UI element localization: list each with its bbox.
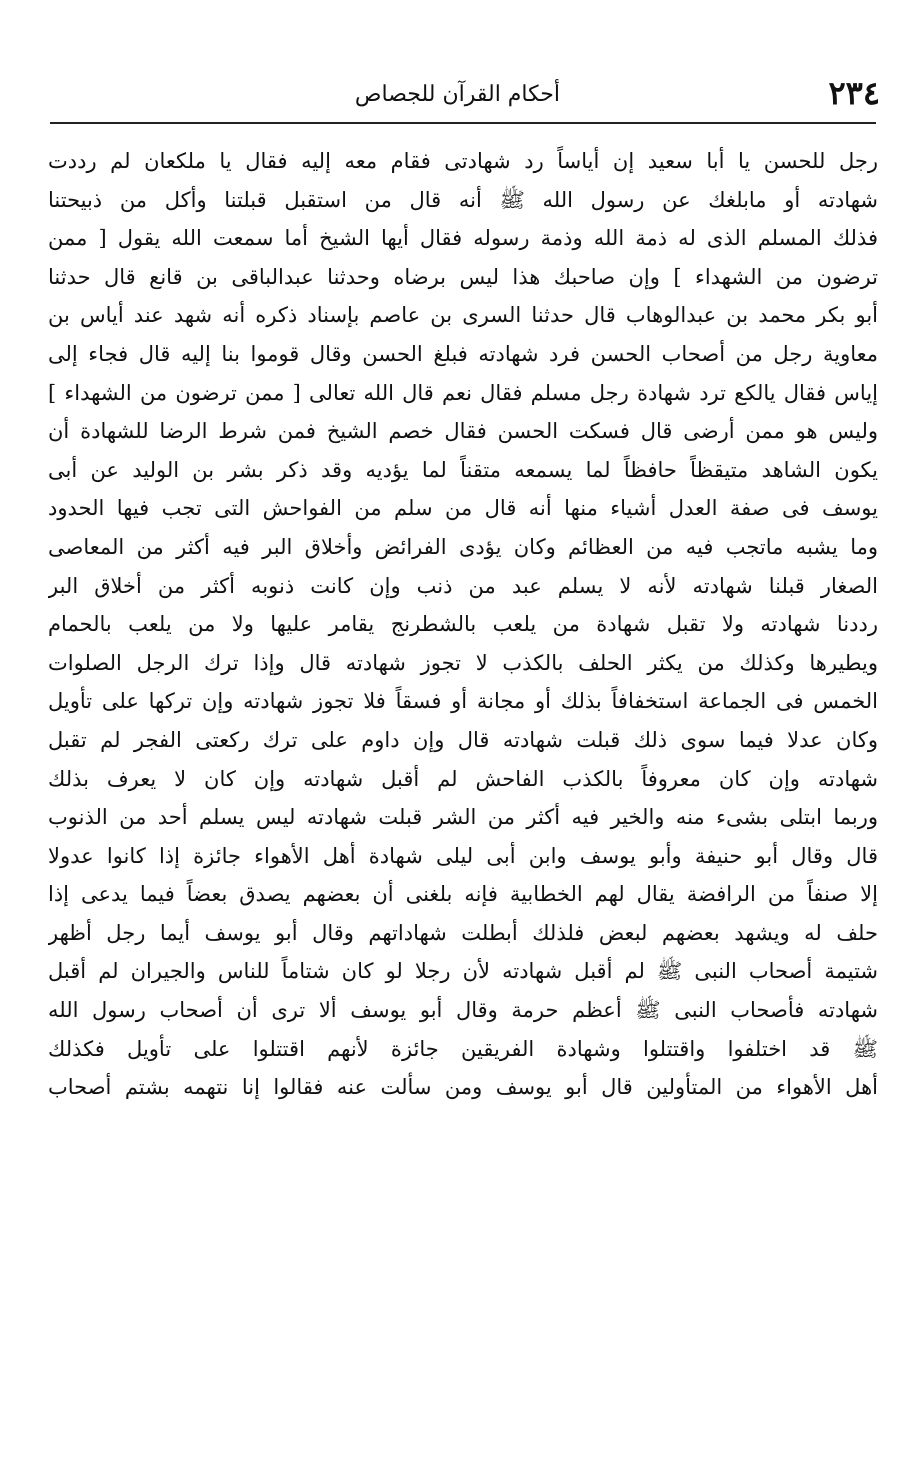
text-line: إياس فقال يالكع ترد شهادة رجل مسلم فقال نعم قال الله تعالى [ ممن ترضون من الشهداء ] bbox=[48, 380, 878, 405]
page-number: ٢٣٤ bbox=[828, 74, 880, 112]
text-line: شهادته أو مابلغك عن رسول الله ﷺ أنه قال من استقبل قبلتنا وأكل من ذبيحتنا bbox=[48, 187, 878, 212]
text-line: رجل للحسن يا أبا سعيد إن أياساً رد شهادتى فقام معه إليه فقال يا ملكعان لم رددت bbox=[48, 149, 878, 173]
header-rule bbox=[50, 122, 876, 124]
text-line: وربما ابتلى بشىء منه والخير فيه أكثر من الشر قبلت شهادته ليس يسلم أحد من الذنوب bbox=[48, 805, 878, 830]
text-line: يوسف فى صفة العدل أشياء منها أنه قال من سلم من الفواحش التى تجب فيها الحدود bbox=[48, 496, 878, 521]
text-line: ويطيرها وكذلك من يكثر الحلف بالكذب لا تجوز شهادته قال وإذا ترك الرجل الصلوات bbox=[48, 650, 878, 675]
text-line: وما يشبه ماتجب فيه من العظائم وكان يؤدى الفرائض وأخلاق البر فيه أكثر من المعاصى bbox=[48, 534, 878, 559]
text-line: فذلك المسلم الذى له ذمة الله وذمة رسوله فقال أيها الشيخ أما سمعت الله يقول [ ممن bbox=[48, 226, 878, 251]
text-line: شهادته فأصحاب النبى ﷺ أعظم حرمة وقال أبو يوسف ألا ترى أن أصحاب رسول الله bbox=[48, 998, 878, 1023]
text-line: أهل الأهواء من المتأولين قال أبو يوسف ومن سألت عنه فقالوا إنا نتهمه بشتم أصحاب bbox=[48, 1075, 878, 1100]
text-line: شتيمة أصحاب النبى ﷺ لم أقبل شهادته لأن رجلا لو كان شتاماً للناس والجيران لم أقبل bbox=[48, 959, 878, 984]
text-line: حلف له ويشهد بعضهم لبعض فلذلك أبطلت شهاداتهم وقال أبو يوسف أيما رجل أظهر bbox=[48, 920, 878, 945]
text-line: أبو بكر محمد بن عبدالوهاب قال حدثنا السرى بن عاصم بإسناد ذكره أنه شهد عند أياس بن bbox=[48, 303, 878, 328]
page-header bbox=[50, 74, 880, 114]
text-line: رددنا شهادته ولا تقبل شهادة من يلعب بالشطرنج يقامر عليها ولا من يلعب بالحمام bbox=[48, 612, 878, 637]
text-line: الخمس فى الجماعة استخفافاً بذلك أو مجانة أو فسقاً فلا تجوز شهادته وإن تركها على تأويل bbox=[48, 689, 878, 714]
running-title: أحكام القرآن للجصاص bbox=[354, 82, 560, 107]
text-line: معاوية رجل من أصحاب الحسن فرد شهادته فبلغ الحسن وقال قوموا بنا إليه قال فجاء إلى bbox=[48, 341, 878, 366]
text-line: قال وقال أبو حنيفة وأبو يوسف وابن أبى ليلى شهادة أهل الأهواء جائزة إذا كانوا عدولا bbox=[48, 843, 878, 868]
text-line: وكان عدلا فيما سوى ذلك قبلت شهادته قال وإن داوم على ترك ركعتى الفجر لم تقبل bbox=[48, 727, 878, 752]
text-line: شهادته وإن كان معروفاً بالكذب الفاحش لم أقبل شهادته وإن كان لا يعرف بذلك bbox=[48, 766, 878, 791]
text-line: يكون الشاهد متيقظاً حافظاً لما يسمعه متقناً لما يؤديه وقد ذكر بشر بن الوليد عن أبى bbox=[48, 457, 878, 482]
text-line: وليس هو ممن أرضى قال فسكت الحسن فقال خصم الشيخ فمن شرط الرضا للشهادة أن bbox=[48, 419, 878, 444]
text-line: ترضون من الشهداء ] وإن صاحبك هذا ليس برضاه وحدثنا عبدالباقى بن قانع قال حدثنا bbox=[48, 264, 878, 289]
text-line: إلا صنفاً من الرافضة يقال لهم الخطابية فإنه بلغنى أن بعضهم يصدق بعضاً فيما يدعى إذا bbox=[48, 882, 878, 907]
text-line: الصغار قبلنا شهادته لأنه لا يسلم عبد من ذنب وإن كانت ذنوبه أكثر من أخلاق البر bbox=[48, 573, 878, 598]
text-line: ﷺ قد اختلفوا واقتتلوا وشهادة الفريقين جائزة لأنهم اقتتلوا على تأويل فكذلك bbox=[48, 1036, 878, 1061]
body-text bbox=[48, 142, 878, 1107]
